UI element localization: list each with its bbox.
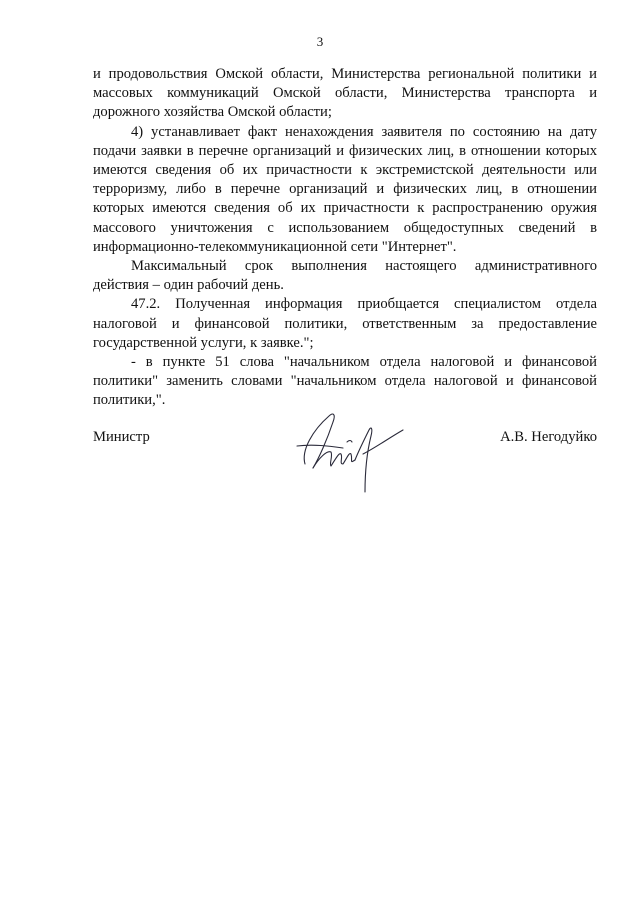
paragraph-47-2: 47.2. Полученная информация приобщается специалистом отдела налоговой и финансовой политики, ответственным за предоставление государственной услуги, к заявке."; — [93, 296, 597, 351]
handwritten-signature — [283, 402, 413, 502]
document-body — [93, 65, 597, 411]
paragraph-item-51: - в пункте 51 слова "начальником отдела налоговой и финансовой политики" заменить словами "начальником отдела налоговой и финансовой политики,". — [93, 354, 597, 409]
signature-block — [93, 420, 597, 510]
signatory-position: Министр — [93, 429, 150, 445]
signatory-name: А.В. Негодуйко — [500, 429, 597, 445]
paragraph-item-4: 4) устанавливает факт ненахождения заявителя по состоянию на дату подачи заявки в перечне организаций и физических лиц, в отношении которых имеются сведения об их причастности к экстремистской деятельности или терроризму, либо в перечне организаций и физических лиц, в отношении которых имеются сведения об их причастности к распространению оружия массового уничтожения с использованием общедоступных сведений в информационно-телекоммуникационной сети "Интернет". — [93, 123, 597, 255]
paragraph-max-term: Максимальный срок выполнения настоящего административного действия – один рабочий день. — [93, 258, 597, 294]
page-number: 3 — [316, 34, 324, 49]
paragraph-continuation: и продовольствия Омской области, Министерства региональной политики и массовых коммуникаций Омской области, Министерства транспорта и дорожного хозяйства Омской области; — [93, 66, 597, 121]
